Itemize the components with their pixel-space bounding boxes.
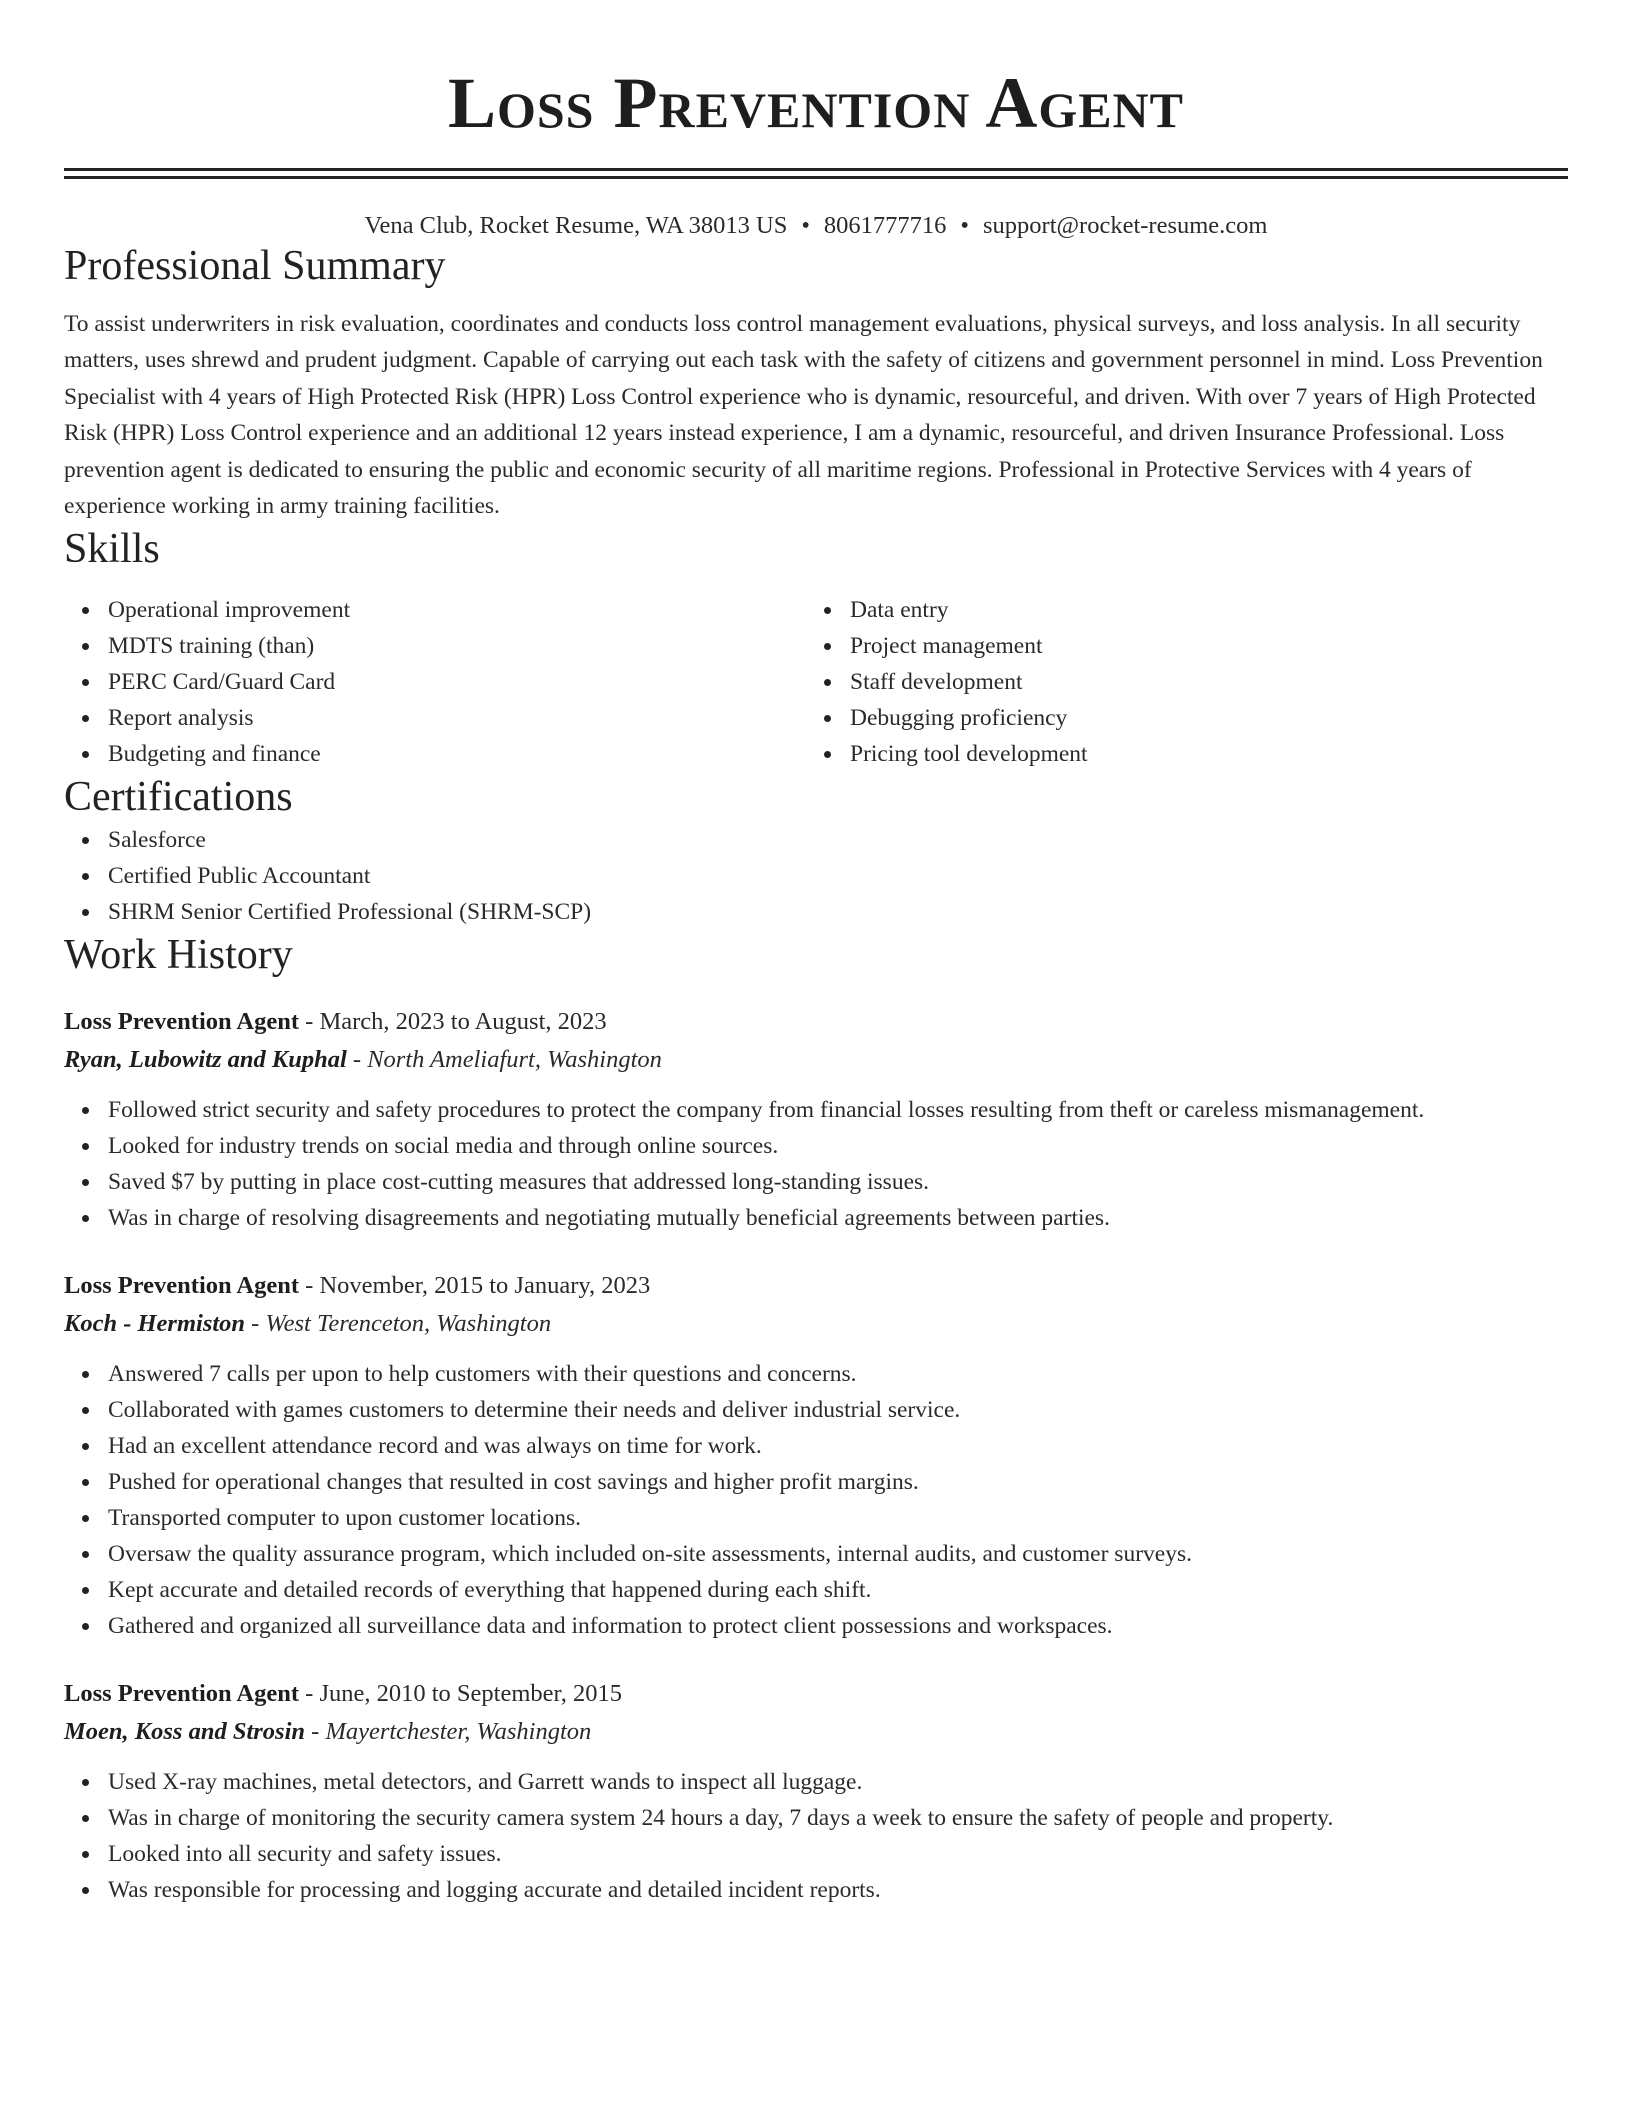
job-company-line <box>64 1308 1568 1340</box>
job-location: Mayertchester, Washington <box>325 1718 592 1746</box>
job-dash: - <box>346 1046 368 1074</box>
contact-email: support@rocket-resume.com <box>983 212 1268 239</box>
skill-item: Data entry <box>806 592 1548 628</box>
title-divider <box>64 168 1568 179</box>
skill-item: Staff development <box>806 664 1548 700</box>
job-company: Moen, Koss and Strosin <box>64 1718 306 1746</box>
job-duty-item: Was responsible for processing and logging accurate and detailed incident reports. <box>64 1872 1568 1908</box>
skills-list-right <box>806 592 1548 772</box>
job-duty-item: Pushed for operational changes that resulted in cost savings and higher profit margins. <box>64 1464 1568 1500</box>
job-dates: November, 2015 to January, 2023 <box>319 1272 651 1300</box>
contact-separator: • <box>801 212 810 239</box>
summary-heading: Professional Summary <box>64 243 446 289</box>
job-duty-item: Looked for industry trends on social media and through online sources. <box>64 1128 1568 1164</box>
job-entry <box>64 1678 1568 1908</box>
resume-page <box>64 0 1568 1908</box>
job-duty-item: Answered 7 calls per upon to help customers with their questions and concerns. <box>64 1356 1568 1392</box>
skill-item: Budgeting and finance <box>64 736 806 772</box>
work-history-heading: Work History <box>64 932 293 979</box>
job-dates: March, 2023 to August, 2023 <box>319 1008 607 1036</box>
job-company-line <box>64 1716 1568 1748</box>
job-title-line <box>64 1270 1568 1302</box>
job-dash: - <box>299 1272 320 1300</box>
job-duty-item: Was in charge of resolving disagreements and negotiating mutually beneficial agreements between parties. <box>64 1200 1568 1236</box>
job-duty-item: Kept accurate and detailed records of everything that happened during each shift. <box>64 1572 1568 1608</box>
certification-item: SHRM Senior Certified Professional (SHRM-SCP) <box>64 894 1568 930</box>
contact-phone: 8061777716 <box>823 212 947 239</box>
skills-list-left <box>64 592 806 772</box>
contact-address: Vena Club, Rocket Resume, WA 38013 US <box>364 212 788 239</box>
job-entry <box>64 1270 1568 1644</box>
certification-item: Certified Public Accountant <box>64 858 1568 894</box>
certifications-heading: Certifications <box>64 774 293 821</box>
skill-item: Operational improvement <box>64 592 806 628</box>
job-title: Loss Prevention Agent <box>64 1008 300 1036</box>
contact-line <box>64 211 1568 241</box>
skill-item: MDTS training (than) <box>64 628 806 664</box>
job-company: Koch - Hermiston <box>64 1310 246 1338</box>
job-entry <box>64 1006 1568 1236</box>
job-title-line <box>64 1678 1568 1710</box>
resume-title: Loss Prevention Agent <box>447 63 1185 143</box>
job-title: Loss Prevention Agent <box>64 1680 300 1708</box>
job-duty-item: Had an excellent attendance record and was always on time for work. <box>64 1428 1568 1464</box>
skills-columns <box>64 592 1568 772</box>
skill-item: PERC Card/Guard Card <box>64 664 806 700</box>
skills-heading: Skills <box>64 526 160 573</box>
contact-separator: • <box>960 212 969 239</box>
job-duty-item: Was in charge of monitoring the security camera system 24 hours a day, 7 days a week to ensure the safety of people and property. <box>64 1800 1568 1836</box>
summary-text: To assist underwriters in risk evaluation, coordinates and conducts loss control management evaluations, physical surveys, and loss analysis. In all security matters, uses shrewd and prudent judgment. Capable of carrying out each task with the safety of citizens and government personnel in mind. Loss Prevention Specialist with 4 years of High Protected Risk (HPR) Loss Control experience who is dynamic, resourceful, and driven. With over 7 years of High Protected Risk (HPR) Loss Control experience and an additional 12 years instead experience, I am a dynamic, resourceful, and driven Insurance Professional. Loss prevention agent is dedicated to ensuring the public and economic security of all maritime regions. Professional in Protective Services with 4 years of experience working in army training facilities. <box>64 311 1543 520</box>
job-company: Ryan, Lubowitz and Kuphal <box>64 1046 347 1074</box>
certifications-list <box>64 822 1568 930</box>
job-duties <box>64 1764 1568 1908</box>
job-duties <box>64 1356 1568 1644</box>
skill-item: Project management <box>806 628 1548 664</box>
job-title: Loss Prevention Agent <box>64 1272 300 1300</box>
job-title-line <box>64 1006 1568 1038</box>
job-location: North Ameliafurt, Washington <box>367 1046 662 1074</box>
job-duty-item: Used X-ray machines, metal detectors, and Garrett wands to inspect all luggage. <box>64 1764 1568 1800</box>
job-duty-item: Followed strict security and safety procedures to protect the company from financial losses resulting from theft or careless mismanagement. <box>64 1092 1568 1128</box>
job-dash: - <box>245 1310 266 1338</box>
job-duty-item: Looked into all security and safety issues. <box>64 1836 1568 1872</box>
skill-item: Pricing tool development <box>806 736 1548 772</box>
job-duty-item: Collaborated with games customers to determine their needs and deliver industrial service. <box>64 1392 1568 1428</box>
job-duties <box>64 1092 1568 1236</box>
job-dash: - <box>299 1008 320 1036</box>
certification-item: Salesforce <box>64 822 1568 858</box>
job-duty-item: Oversaw the quality assurance program, which included on-site assessments, internal audits, and customer surveys. <box>64 1536 1568 1572</box>
job-dash: - <box>305 1718 326 1746</box>
job-dash: - <box>299 1680 320 1708</box>
job-duty-item: Saved $7 by putting in place cost-cutting measures that addressed long-standing issues. <box>64 1164 1568 1200</box>
skill-item: Report analysis <box>64 700 806 736</box>
job-duty-item: Gathered and organized all surveillance data and information to protect client possessions and workspaces. <box>64 1608 1568 1644</box>
skill-item: Debugging proficiency <box>806 700 1548 736</box>
job-duty-item: Transported computer to upon customer locations. <box>64 1500 1568 1536</box>
job-dates: June, 2010 to September, 2015 <box>319 1680 622 1708</box>
job-company-line <box>64 1044 1568 1076</box>
job-location: West Terenceton, Washington <box>265 1310 552 1338</box>
